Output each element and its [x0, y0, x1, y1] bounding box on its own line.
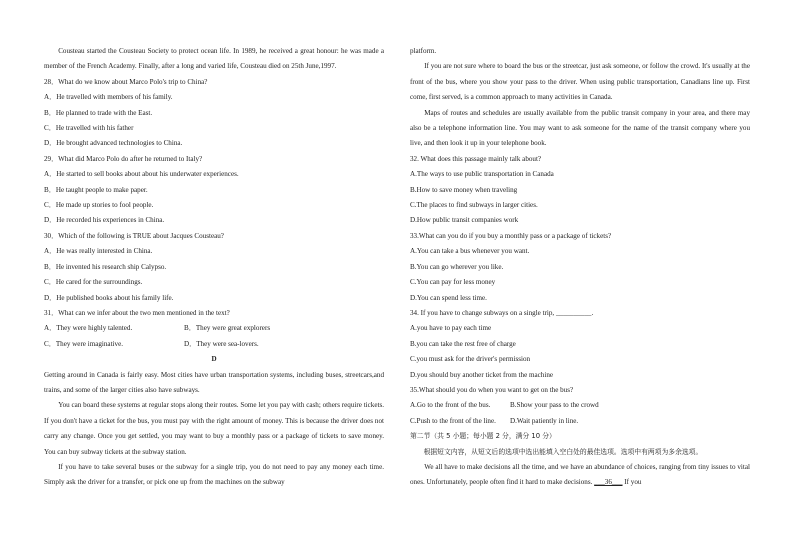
passage-d-paragraph-3: If you have to take several buses or the subway for a single trip, you do not need to pay any money each time. Simply ask the driver for a transfer, or pick one up from the machines on the subway — [44, 462, 384, 487]
section-2-instructions: 根据短文内容，从短文后的选项中选出能填入空白处的最佳选项。选项中有两项为多余选项。 — [423, 447, 703, 456]
question-stem: 33.What can you do if you buy a monthly pass or a package of tickets? — [410, 231, 612, 240]
options-row-cd — [410, 414, 750, 429]
passage-d-paragraph-5: Maps of routes and schedules are usually available from the public transit company in your area, and there may also be a telephone information line. You may want to ask someone for the name of the transit company where you live, and then look it up in your telephone book. — [410, 108, 750, 148]
option-d: D．He published books about his family life. — [44, 293, 174, 302]
option-c: C．They were imaginative. — [44, 339, 123, 348]
option-b: B.How to save money when traveling — [410, 185, 518, 194]
option-a: A．He travelled with members of his family. — [44, 93, 173, 102]
option-b: B．They were great explorers — [184, 324, 271, 333]
left-column — [44, 44, 384, 491]
option-a: A．He started to sell books about about his underwater experiences. — [44, 170, 239, 179]
question-stem: 34. If you have to change subways on a single trip, __________. — [410, 308, 594, 317]
option-d: D．They were sea-lovers. — [184, 339, 259, 348]
options-row-ab — [44, 321, 384, 336]
option-a: A．They were highly talented. — [44, 324, 133, 333]
question-stem: 35.What should you do when you want to get on the bus? — [410, 385, 574, 394]
option-b: B.you can take the rest free of charge — [410, 339, 516, 348]
option-b: B．He invented his research ship Calypso. — [44, 262, 167, 271]
option-c: C.You can pay for less money — [410, 278, 496, 287]
section-2-passage — [410, 460, 750, 491]
section-2-title: 第二节（共 5 小题；每小题 2 分，满分 10 分） — [410, 432, 556, 441]
passage-d-paragraph-2: You can board these systems at regular stops along their routes. Some let you pay with cash; others require tickets. If you don't have a ticket for the bus, you must pay with the right amount of money. This is because the driver does not carry any change. Once you get settled, you may want to buy a monthly pass or a package of tickets to save money. You can buy subway tickets at the subway station. — [44, 401, 384, 456]
question-stem: 29．What did Marco Polo do after he returned to Italy? — [44, 154, 203, 163]
cousteau-paragraph: Cousteau started the Cousteau Society to protect ocean life. In 1989, he received a great honour: he was made a member of the French Academy. Finally, after a long and varied life, Cousteau died on 25th June,1997. — [44, 47, 384, 71]
question-33 — [410, 229, 750, 306]
question-28 — [44, 75, 384, 152]
question-stem: 32. What does this passage mainly talk about? — [410, 154, 542, 163]
option-d: D.Wait patiently in line. — [510, 416, 579, 425]
question-31 — [44, 306, 384, 352]
option-d: D.You can spend less time. — [410, 293, 487, 302]
option-c: C.you must ask for the driver's permission — [410, 355, 531, 364]
question-stem: 31．What can we infer about the two men mentioned in the text? — [44, 308, 230, 317]
options-row-ab — [410, 398, 750, 413]
question-30 — [44, 229, 384, 306]
question-35 — [410, 383, 750, 429]
option-c: C．He cared for the surroundings. — [44, 278, 143, 287]
section-d-heading: D — [211, 355, 217, 364]
option-c: C．He travelled with his father — [44, 124, 134, 133]
passage-d-continuation: platform. — [410, 47, 437, 55]
option-a: A.The ways to use public transportation in Canada — [410, 170, 554, 179]
option-d: D．He recorded his experiences in China. — [44, 216, 165, 225]
option-b: B.Show your pass to the crowd — [510, 401, 599, 410]
option-d: D.How public transit companies work — [410, 216, 519, 225]
question-stem: 28．What do we know about Marco Polo's trip to China? — [44, 77, 208, 86]
option-c: C.The places to find subways in larger cities. — [410, 201, 538, 210]
question-stem: 30．Which of the following is TRUE about Jacques Cousteau? — [44, 231, 224, 240]
right-column — [410, 44, 750, 491]
option-b: B.You can go wherever you like. — [410, 262, 504, 271]
options-row-cd — [44, 337, 384, 352]
option-d: D．He brought advanced technologies to China. — [44, 139, 183, 148]
option-a: A.you have to pay each time — [410, 324, 492, 333]
option-a: A.Go to the front of the bus. — [410, 401, 491, 410]
option-b: B．He planned to trade with the East. — [44, 108, 153, 117]
blank-36: ___36___ — [594, 478, 623, 487]
passage-d-paragraph-4: If you are not sure where to board the bus or the streetcar, just ask someone, or follow the crowd. It's usually at the front of the bus, where you show your pass to the driver. When using public transportation, Canadians line up. First come, first served, is a common approach to many activities in Canada. — [410, 62, 750, 102]
question-29 — [44, 152, 384, 229]
section-2-passage-text: We all have to make decisions all the time, and we have an abundance of choices, ranging from tiny issues to vital ones. Unfortunately, people often find it hard to make decisions. — [410, 462, 750, 487]
option-c: C.Push to the front of the line. — [410, 416, 496, 425]
option-d: D.you should buy another ticket from the machine — [410, 370, 554, 379]
option-a: A．He was really interested in China. — [44, 247, 153, 256]
option-a: A.You can take a bus whenever you want. — [410, 247, 530, 256]
option-b: B．He taught people to make paper. — [44, 185, 148, 194]
question-32 — [410, 152, 750, 229]
option-c: C．He made up stories to fool people. — [44, 201, 154, 210]
question-34 — [410, 306, 750, 383]
passage-d-paragraph-1: Getting around in Canada is fairly easy. Most cities have urban transportation systems, including buses, streetcars,and trains, and some of the larger cities also have subways. — [44, 370, 384, 394]
section-2-passage-text-cont: If you — [624, 478, 642, 487]
